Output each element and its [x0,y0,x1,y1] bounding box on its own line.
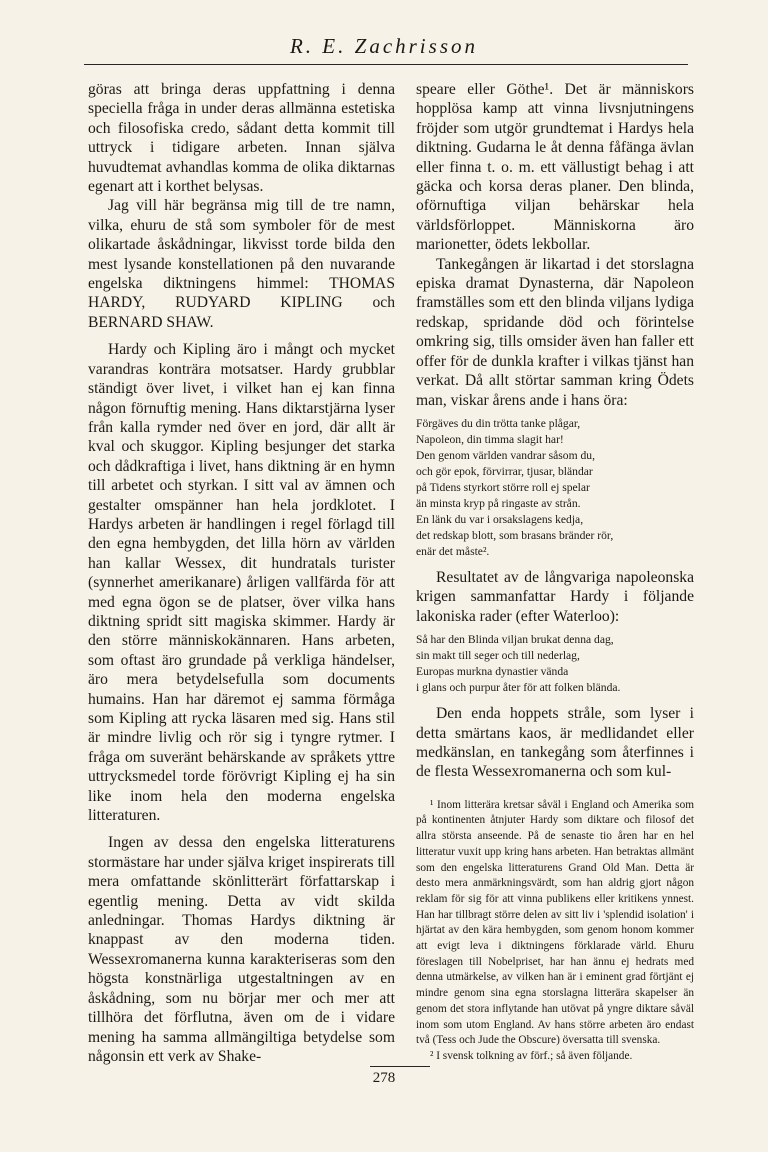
verse-line: än minsta kryp på ringaste av strån. [416,496,581,510]
paragraph: Ingen av dessa den engelska litteraturens stormästare har under själva kriget inspirerats till mera omfattande skönlitterärt författarskap i egentlig mening. Detta av vidt skilda anledningar. Thomas Hardys diktning är knappast av den moderna tiden. Wessexromanerna kunna karakteriseras som den högsta konstnärliga utgestaltningen av en åskådning, som nu börjar mer och mer att tillhöra det förflutna, även om de i vidare mening ha samma allmängiltiga betydelse som någonsin ett verk av Shake- [88,834,395,1065]
paragraph: Den enda hoppets stråle, som lyser i detta smärtans kaos, är medlidandet eller medkänslan, en tankegång som återfinnes i de flesta Wessexromanerna och som kul- [416,705,694,781]
verse-line: enär det måste². [416,544,490,558]
footnote: ² I svensk tolkning av förf.; så även följande. [430,1050,633,1062]
paragraph: Jag vill här begränsa mig till de tre namn, vilka, ehuru de stå som symboler för de mest olikartade åskådningar, likvisst torde bilda den mest lysande konstellationen på den nuvarande engelska diktningens himmel: THOMAS HARDY, RUDYARD KIPLING och BERNARD SHAW. [88,197,395,331]
verse-line: Napoleon, din timma slagit har! [416,432,564,446]
footnote: ¹ Inom litterära kretsar såväl i England och Amerika som på kontinenten åtnjuter Hardy som diktare och filosof det allra största anseende. På de senaste tio åren har en hel litteratur vuxit upp kring hans arbeten. Han betraktas allmänt som den engelska litteraturens Grand Old Man. Detta är desto mera anmärkningsvärdt, som han aldrig gjort någon reklam för sig för att vinna publikens eller kritikens ynnest. Han har tillbragt större delen av sitt liv i 'splendid isolation' i hjärtat av den kära hembygden, som genom honom kommer att evigt leva i diktningens förklarade värld. Ehuru föreslagen till Nobelpriset, har han ännu ej hedrats med denna utmärkelse, av vilken han är i eminent grad förtjänt ej mindre genom sina egna storslagna litterära skapelser än genom det stora inflytande han utövat på yngre diktare såväl inom som utom England. Av hans större arbeten äro endast två (Tess och Jude the Obscure) översatta till svenska. [416,798,694,1047]
verse-quote [416,632,694,696]
verse-line: det redskap blott, som brasans bränder rör, [416,528,614,542]
verse-line: i glans och purpur åter för att folken blända. [416,681,621,695]
left-column [88,80,395,1066]
paragraph: göras att bringa deras uppfattning i denna speciella fråga in under deras allmänna estetiska och filosofiska credo, sådant detta kommit till uttryck i tidigare arbeten. Innan själva huvudtemat avhandlas komma de olika diktarnas egenart att i korthet belysas. [88,81,395,196]
paragraph: Hardy och Kipling äro i mångt och mycket varandras konträra motsatser. Hardy grubblar ständigt över livet, i vilket han ej kan finna någon förnuftig mening. Hans diktarstjärna lyser från kalla rymder ned över en jord, där allt är kval och skuggor. Kipling besjunger det starka och dådkraftiga i livet, hans diktning är en hymn till arbetet och styrkan. I sitt val av ämnen och gestalter omspänner han hela jordklotet. I Hardys arbeten är handlingen i regel förlagd till den egna hembygden, det lilla hörn av världen han kallar Wessex, dit hundratals turister (synnerhet amerikanare) årligen vallfärda för att med egna ögon se de platser, över vilka hans diktning spridt sitt magiska skimmer. Hardy är den större människokännaren. Hans arbeten, som oftast äro grundade på verkliga händelser, äro mera betydelsefulla som documents humains. Han har däremot ej samma förmåga som Kipling att rycka läsaren med sig. Hans stil är mindre livlig och rör sig i tyngre rytmer. I fråga om suveränt behärskande av språkets yttre uttrycksmedel torde förövrigt Kipling ej ha sin like inom hela den moderna engelska litteraturen. [88,341,395,825]
verse-line: En länk du var i orsakslagens kedja, [416,512,584,526]
footnotes [416,798,694,1065]
verse-line: Europas murkna dynastier vända [416,665,569,679]
verse-line: och gör epok, förvirrar, tjusar, bländar [416,464,593,478]
verse-quote [416,416,694,560]
paragraph: Resultatet av de långvariga napoleonska krigen sammanfattar Hardy i följande lakoniska rader (efter Waterloo): [416,568,694,625]
right-column [416,80,694,1065]
verse-line: Den genom världen vandrar såsom du, [416,448,596,462]
running-title: R. E. Zachrisson [289,34,478,58]
verse-line: på Tidens styrkort större roll ej spelar [416,480,590,494]
verse-line: Förgäves du din trötta tanke plågar, [416,416,581,430]
page-number-rule [370,1066,430,1067]
paragraph: Tankegången är likartad i det storslagna episka dramat Dynasterna, där Napoleon framställes som ett den blinda viljans lydiga redskap, spridande död och förintelse omkring sig, tills omsider även han faller ett offer för de dunkla krafter i vilkas tjänst han verkat. Då allt störtar samman kring Ödets man, viskar årens ande i hans öra: [416,255,694,409]
paragraph: speare eller Göthe¹. Det är människors hopplösa kamp att vinna livsnjutningens fröjder som utgör grundtemat i Hardys hela diktning. Gudarna le åt denna fåfänga ävlan eller finna t. o. m. ett vällustigt behag i att gäcka och korsa deras planer. Den blinda, oförnuftiga viljan behärskar hela världsförloppet. Människorna äro marionetter, ödets lekbollar. [416,81,694,254]
verse-line: Så har den Blinda viljan brukat denna dag, [416,633,614,647]
page-number: 278 [372,1070,396,1086]
verse-line: sin makt till seger och till nederlag, [416,649,580,663]
header-rule [84,64,688,65]
